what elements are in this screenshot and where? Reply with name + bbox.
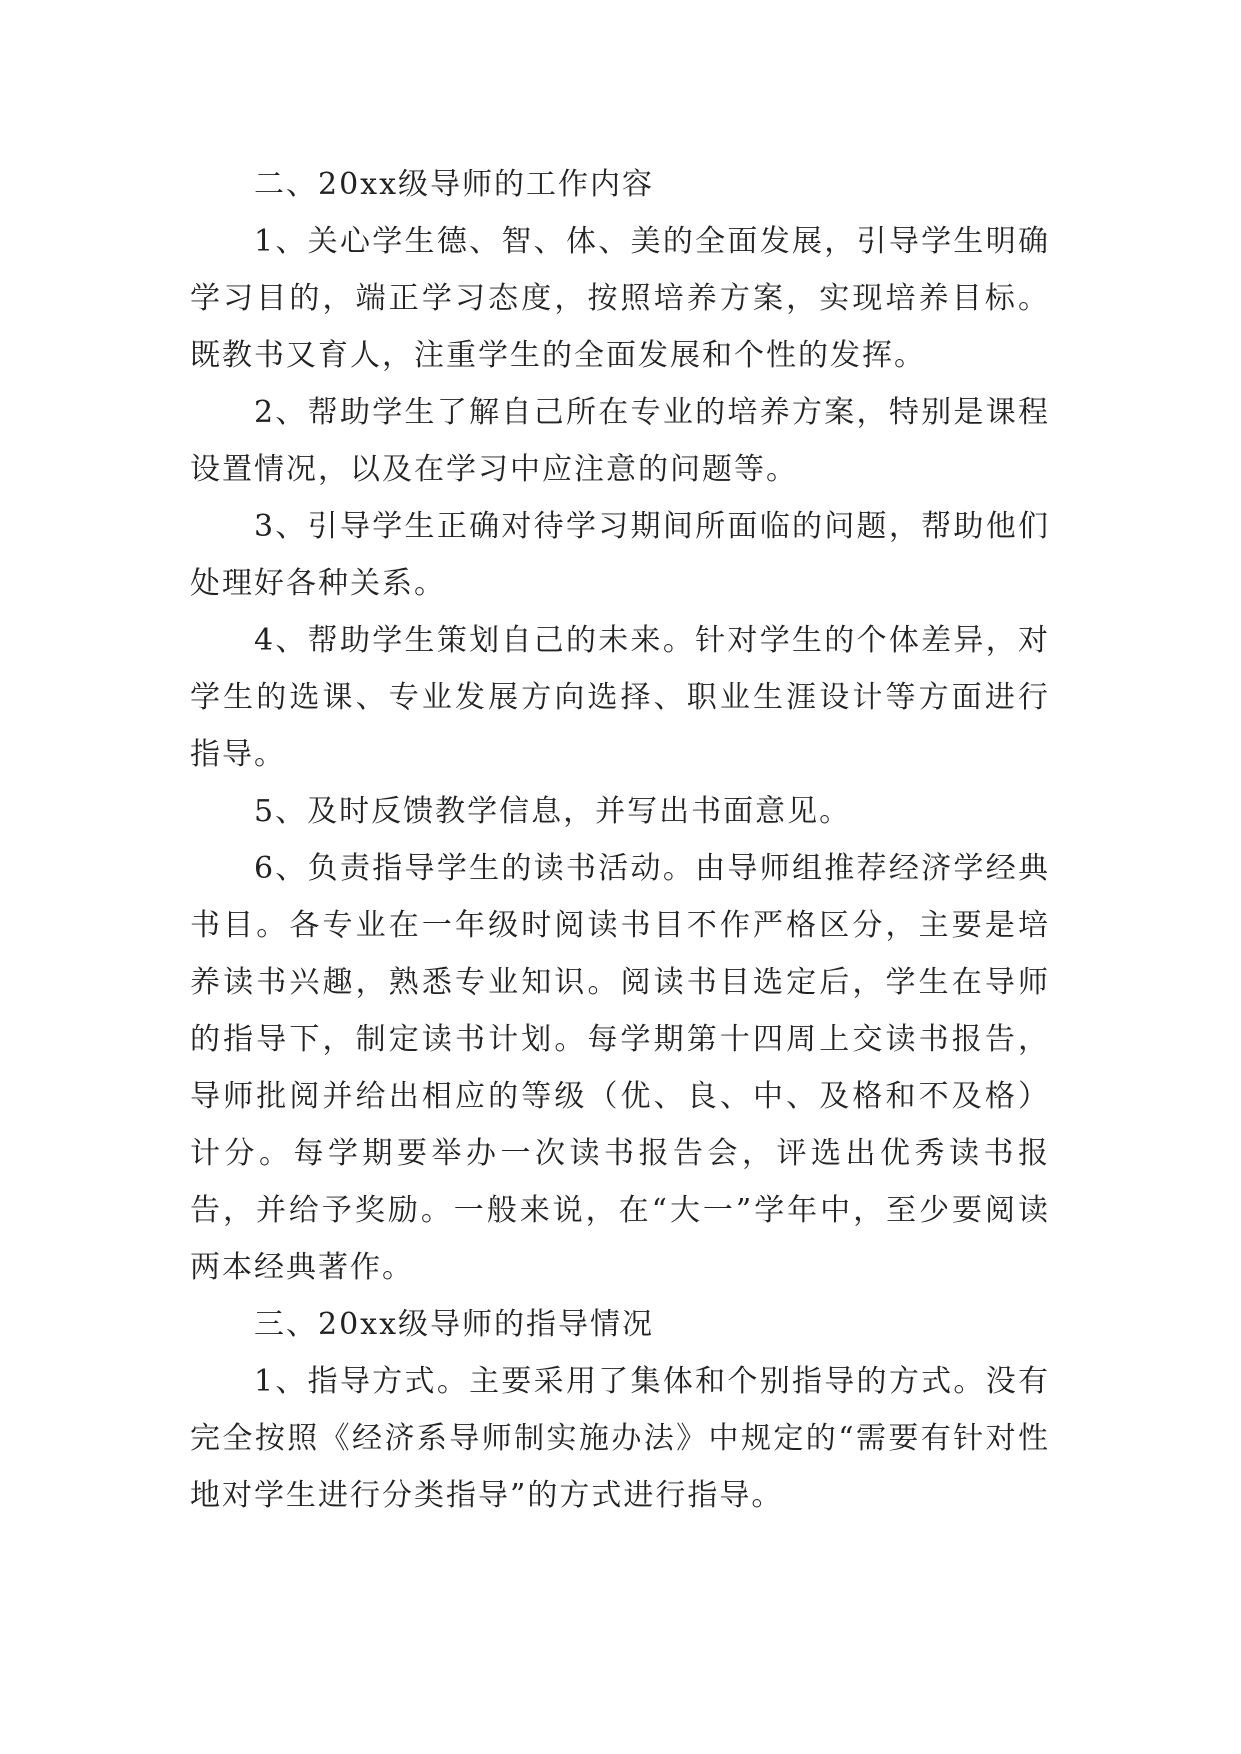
paragraph-item-1: 1、关心学生德、智、体、美的全面发展，引导学生明确学习目的，端正学习态度，按照培养方案，实现培养目标。既教书又育人，注重学生的全面发展和个性的发挥。 [190,224,1050,373]
section-heading-guidance: 三、20xx级导师的指导情况 [254,1307,655,1342]
paragraph-item-5: 5、及时反馈教学信息，并写出书面意见。 [254,794,852,829]
paragraph-item-4: 4、帮助学生策划自己的未来。针对学生的个体差异，对学生的选课、专业发展方向选择、职业生涯设计等方面进行指导。 [190,623,1050,772]
document-page [190,156,1050,1524]
paragraph-item-2: 2、帮助学生了解自己所在专业的培养方案，特别是课程设置情况，以及在学习中应注意的问题等。 [190,395,1050,487]
paragraph-item-6: 6、负责指导学生的读书活动。由导师组推荐经济学经典书目。各专业在一年级时阅读书目不作严格区分，主要是培养读书兴趣，熟悉专业知识。阅读书目选定后，学生在导师的指导下，制定读书计划。每学期第十四周上交读书报告，导师批阅并给出相应的等级（优、良、中、及格和不及格）计分。每学期要举办一次读书报告会，评选出优秀读书报告，并给予奖励。一般来说，在“大一”学年中，至少要阅读两本经典著作。 [190,851,1050,1285]
paragraph-guidance-1: 1、指导方式。主要采用了集体和个别指导的方式。没有完全按照《经济系导师制实施办法》中规定的“需要有针对性地对学生进行分类指导”的方式进行指导。 [190,1364,1050,1513]
paragraph-item-3: 3、引导学生正确对待学习期间所面临的问题，帮助他们处理好各种关系。 [190,509,1050,601]
section-heading-work-content: 二、20xx级导师的工作内容 [254,167,655,202]
